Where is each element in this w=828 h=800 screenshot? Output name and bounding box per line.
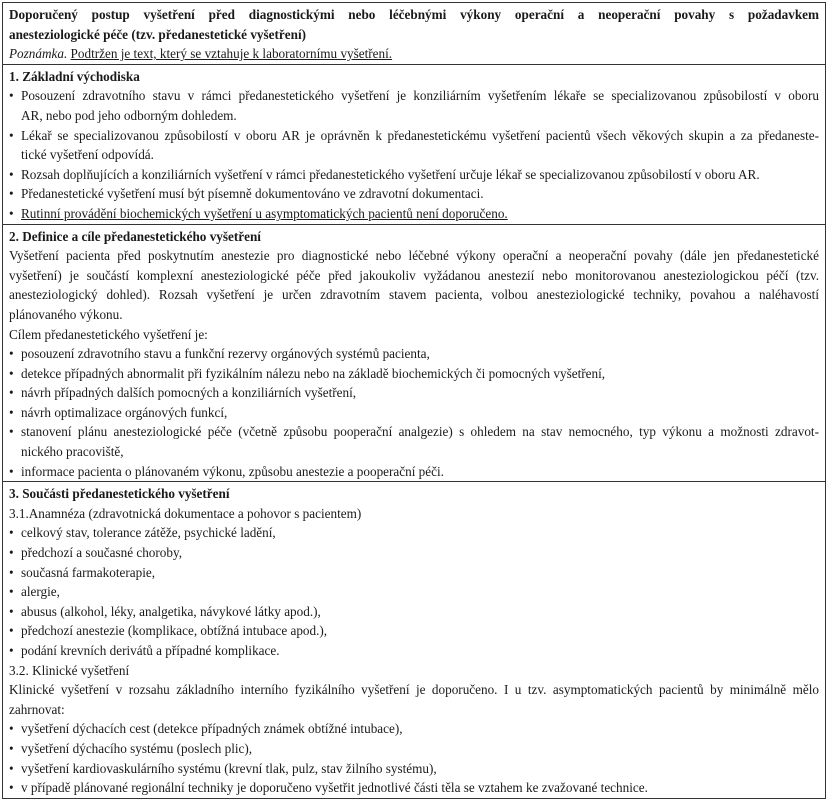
list-item-text: • posouzení zdravotního stavu a funkční rezervy orgánových systémů pacienta, (9, 344, 819, 364)
list-item-text: • Rozsah doplňujících a konziliárních vyšetření v rámci předanestetického vyšetření určuje lékař se specializovanou způsobilostí v oboru AR. (9, 165, 819, 185)
list-item (9, 383, 819, 403)
list-item (9, 582, 819, 602)
list-item (9, 184, 819, 204)
list-item (9, 543, 819, 563)
list-item (9, 563, 819, 583)
section-3-heading: 3. Součásti předanestetického vyšetření (9, 486, 230, 502)
section-2 (3, 224, 825, 482)
list-item-text: • návrh případných dalších pomocných a konziliárních vyšetření, (9, 383, 819, 403)
list-item-text: • informace pacienta o plánovaném výkonu, způsobu anestezie a pooperační péči. (9, 462, 819, 482)
list-item (9, 778, 819, 798)
section-3 (3, 481, 825, 798)
list-item (9, 759, 819, 779)
guideline-table (2, 2, 826, 799)
list-item-text: • předchozí a současné choroby, (9, 543, 819, 563)
header-row (3, 3, 825, 64)
list-item-text: • podání krevních derivátů a případné komplikace. (9, 641, 819, 661)
list-item-text: • vyšetření kardiovaskulárního systému (krevní tlak, pulz, stav žilního systému), (9, 759, 819, 779)
section-2-heading: 2. Definice a cíle předanestetického vyšetření (9, 228, 261, 244)
list-item-text: • v případě plánované regionální techniky je doporučeno vyšetřit jednotlivé části těla se vztahem ke zvažované technice. (9, 778, 819, 798)
section-1-list (9, 86, 819, 223)
paragraph-line: vyšetření) je součástí komplexní anesteziologické péče před jakoukoliv vyžádanou anestezií nebo monitorovanou anesteziologickou péčí (tzv. (9, 267, 819, 283)
list-item-text: • alergie, (9, 582, 819, 602)
list-item (9, 204, 819, 224)
section-2-list (9, 344, 819, 481)
list-item-text: • Lékař se specializovanou způsobilostí v oboru AR je oprávněn k předanestetickému vyšetření pacientů všech věkových skupin a za předaneste- (9, 126, 819, 146)
list-item-continuation: nického pracoviště, (21, 444, 124, 460)
list-item-text: • detekce případných abnormalit při fyzikálním nálezu nebo na základě biochemických či pomocných vyšetření, (9, 364, 819, 384)
list-item-text: • vyšetření dýchacího systému (poslech plic), (9, 739, 819, 759)
list-item-text: • předchozí anestezie (komplikace, obtížná intubace apod.), (9, 621, 819, 641)
note-text: Podtržen je text, který se vztahuje k laboratornímu vyšetření. (70, 46, 393, 62)
section-1-heading: 1. Základní východiska (9, 68, 140, 84)
note-label: Poznámka. (9, 46, 68, 62)
list-item-continuation: AR, nebo pod jeho odborným dohledem. (21, 107, 237, 123)
list-item (9, 165, 819, 185)
list-item-text: • celkový stav, tolerance zátěže, psychické ladění, (9, 523, 819, 543)
list-item (9, 462, 819, 482)
document-title-line-2: anesteziologické péče (tzv. předanestetické vyšetření) (9, 26, 306, 42)
paragraph-line: zahrnovat: (9, 701, 65, 717)
list-item-text: • současná farmakoterapie, (9, 563, 819, 583)
list-item-text: • stanovení plánu anesteziologické péče (včetně způsobu pooperační analgezie) s ohledem na stav nemocného, typ výkonu a možnosti zdravot- (9, 422, 819, 442)
list-item-text: • Předanestetické vyšetření musí být písemně dokumentováno ve zdravotní dokumentaci. (9, 184, 819, 204)
list-item (9, 739, 819, 759)
list-item (9, 523, 819, 543)
list-item-text: • návrh optimalizace orgánových funkcí, (9, 403, 819, 423)
list-item (9, 403, 819, 423)
subsection-3-2-paragraph (9, 680, 819, 719)
list-item-text: • Posouzení zdravotního stavu v rámci předanestetického vyšetření je konziliárním vyšetřením lékaře se specializovanou způsobilostí v oboru (9, 86, 819, 106)
subsection-3-1-title: 3.1.Anamnéza (zdravotnická dokumentace a pohovor s pacientem) (9, 505, 362, 521)
list-item-text: • abusus (alkohol, léky, analgetika, návykové látky apod.), (9, 602, 819, 622)
list-item (9, 641, 819, 661)
paragraph-line: anesteziologický dohled). Rozsah vyšetření je určen zdravotním stavem pacienta, volbou anesteziologické techniky, povahou a naléhavostí (9, 287, 819, 303)
section-2-paragraph (9, 246, 819, 324)
list-item (9, 422, 819, 461)
list-item-continuation: tické vyšetření odpovídá. (21, 147, 154, 163)
subsection-3-2-list (9, 719, 819, 797)
list-item-text: • Rutinní provádění biochemických vyšetření u asymptomatických pacientů není doporučeno. (9, 204, 819, 224)
list-item (9, 621, 819, 641)
list-item-text: • vyšetření dýchacích cest (detekce případných známek obtížné intubace), (9, 719, 819, 739)
paragraph-line: plánovaného výkonu. (9, 306, 123, 322)
note (9, 44, 819, 64)
list-item (9, 86, 819, 125)
document-title-line-1: Doporučený postup vyšetření před diagnostickými nebo léčebnými výkony operační a neoperační povahy s požadavkem (9, 7, 819, 22)
paragraph-line: Vyšetření pacienta před poskytnutím anestezie pro diagnostické nebo léčebné výkony operační a neoperační povahy (dále jen předanestetické (9, 248, 819, 264)
list-item (9, 344, 819, 364)
section-2-goal-intro: Cílem předanestetického vyšetření je: (9, 326, 208, 342)
list-item (9, 719, 819, 739)
section-1 (3, 64, 825, 224)
list-item (9, 126, 819, 165)
subsection-3-1-list (9, 523, 819, 660)
list-item (9, 364, 819, 384)
list-item (9, 602, 819, 622)
paragraph-line: Klinické vyšetření v rozsahu základního interního fyzikálního vyšetření je doporučeno. I u tzv. asymptomatických pacientů by minimálně mělo (9, 682, 819, 698)
subsection-3-2-title: 3.2. Klinické vyšetření (9, 662, 130, 678)
